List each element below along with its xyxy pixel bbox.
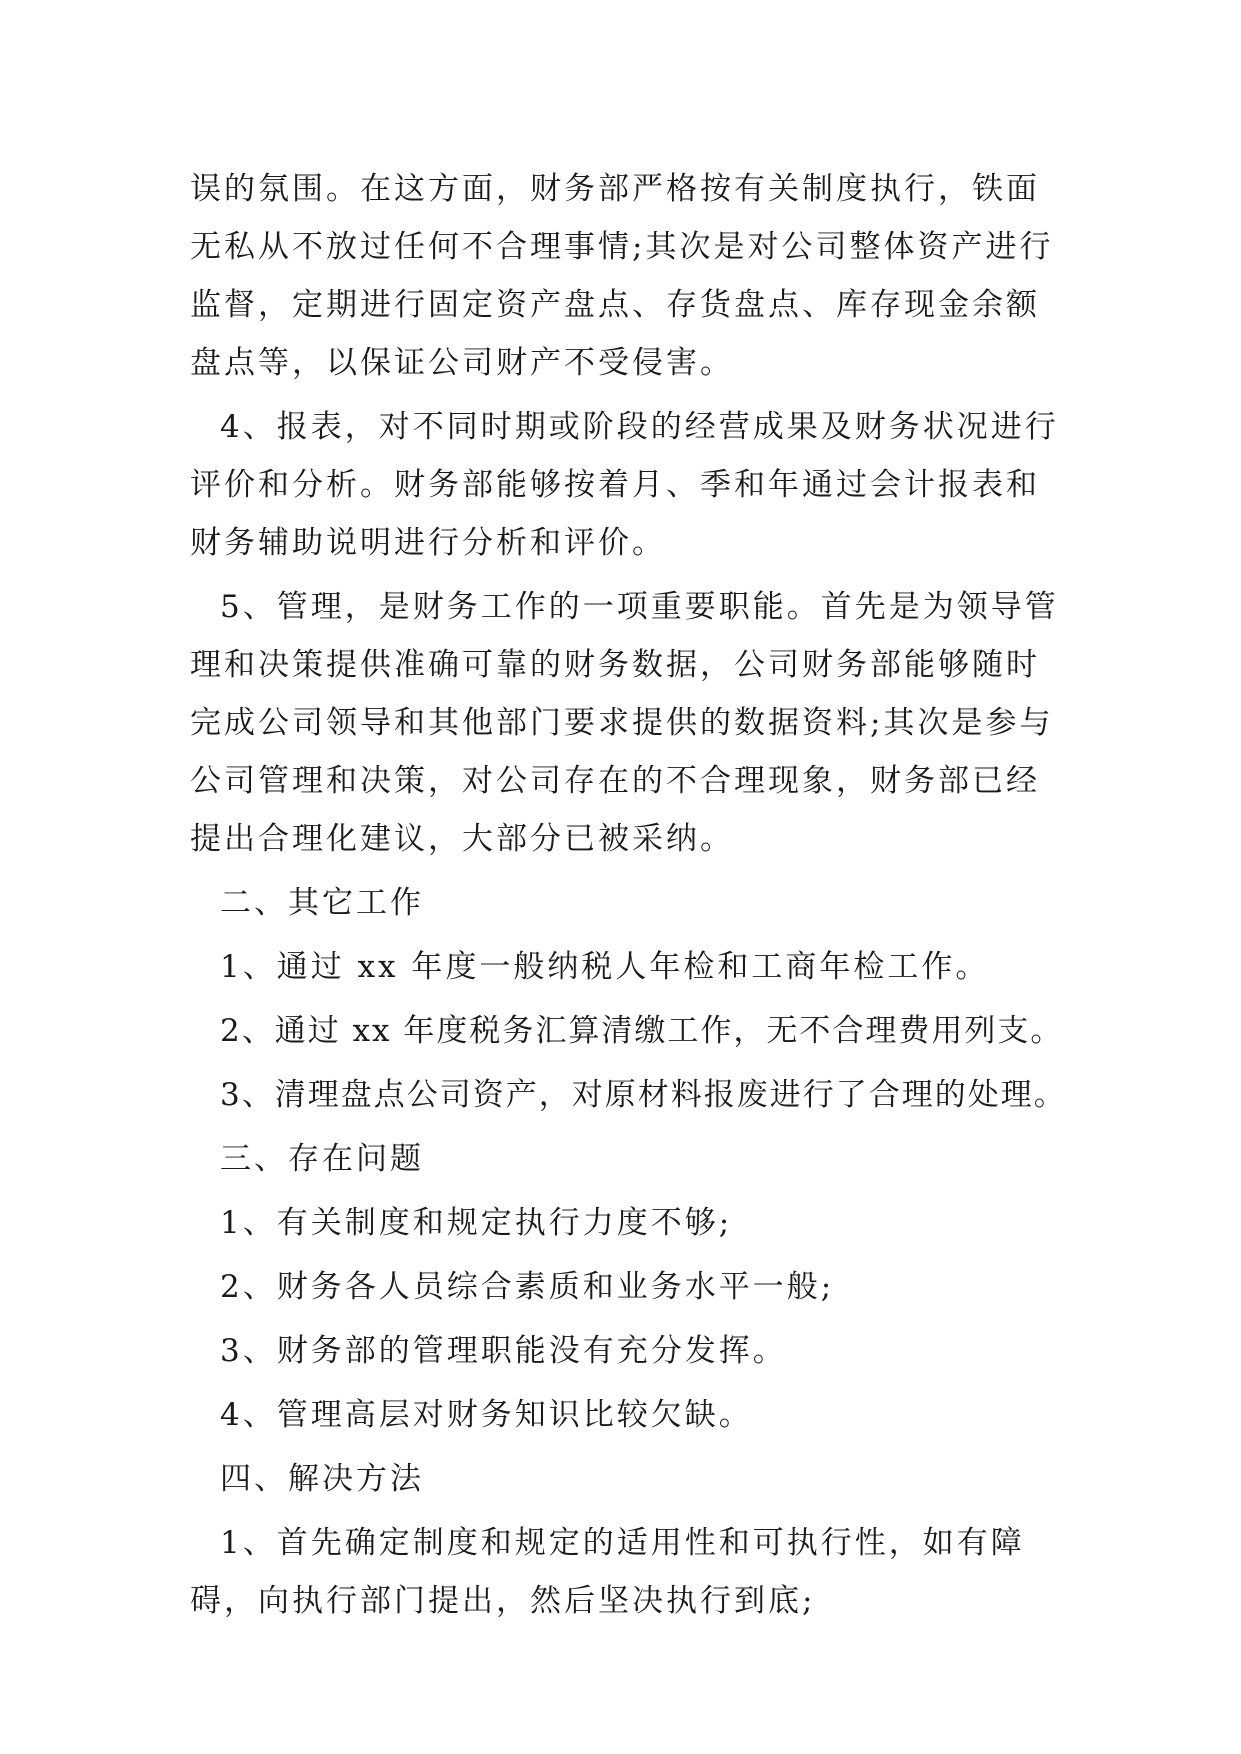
list-item: 1、通过 xx 年度一般纳税人年检和工商年检工作。 bbox=[220, 949, 990, 985]
paragraph-item-5-management: 5、管理，是财务工作的一项重要职能。首先是为领导管理和决策提供准确可靠的财务数据，公司财务部能够随时完成公司领导和其他部门要求提供的数据资料;其次是参与公司管理和决策，对公司存在的不合理现象，财务部已经提出合理化建议，大部分已被采纳。 bbox=[190, 589, 1059, 857]
paragraph-continuation: 误的氛围。在这方面，财务部严格按有关制度执行，铁面无私从不放过任何不合理事情;其次是对公司整体资产进行监督，定期进行固定资产盘点、存货盘点、库存现金余额盘点等，以保证公司财产不受侵害。 bbox=[190, 171, 1054, 381]
list-item: 4、管理高层对财务知识比较欠缺。 bbox=[220, 1397, 753, 1433]
list-item: 3、财务部的管理职能没有充分发挥。 bbox=[220, 1333, 787, 1369]
document-body bbox=[190, 160, 1070, 1636]
list-item: 1、首先确定制度和规定的适用性和可执行性，如有障碍，向执行部门提出，然后坚决执行到底; bbox=[190, 1525, 1025, 1619]
section-heading-solutions: 四、解决方法 bbox=[220, 1461, 424, 1497]
section-heading-problems: 三、存在问题 bbox=[220, 1141, 424, 1177]
list-item: 3、清理盘点公司资产，对原材料报废进行了合理的处理。 bbox=[220, 1077, 1067, 1113]
list-item: 1、有关制度和规定执行力度不够; bbox=[220, 1205, 733, 1241]
paragraph-item-4-reports: 4、报表，对不同时期或阶段的经营成果及财务状况进行评价和分析。财务部能够按着月、季和年通过会计报表和财务辅助说明进行分析和评价。 bbox=[190, 409, 1059, 561]
list-item: 2、财务各人员综合素质和业务水平一般; bbox=[220, 1269, 835, 1305]
list-item: 2、通过 xx 年度税务汇算清缴工作，无不合理费用列支。 bbox=[220, 1013, 1064, 1049]
section-heading-other-work: 二、其它工作 bbox=[220, 885, 424, 921]
